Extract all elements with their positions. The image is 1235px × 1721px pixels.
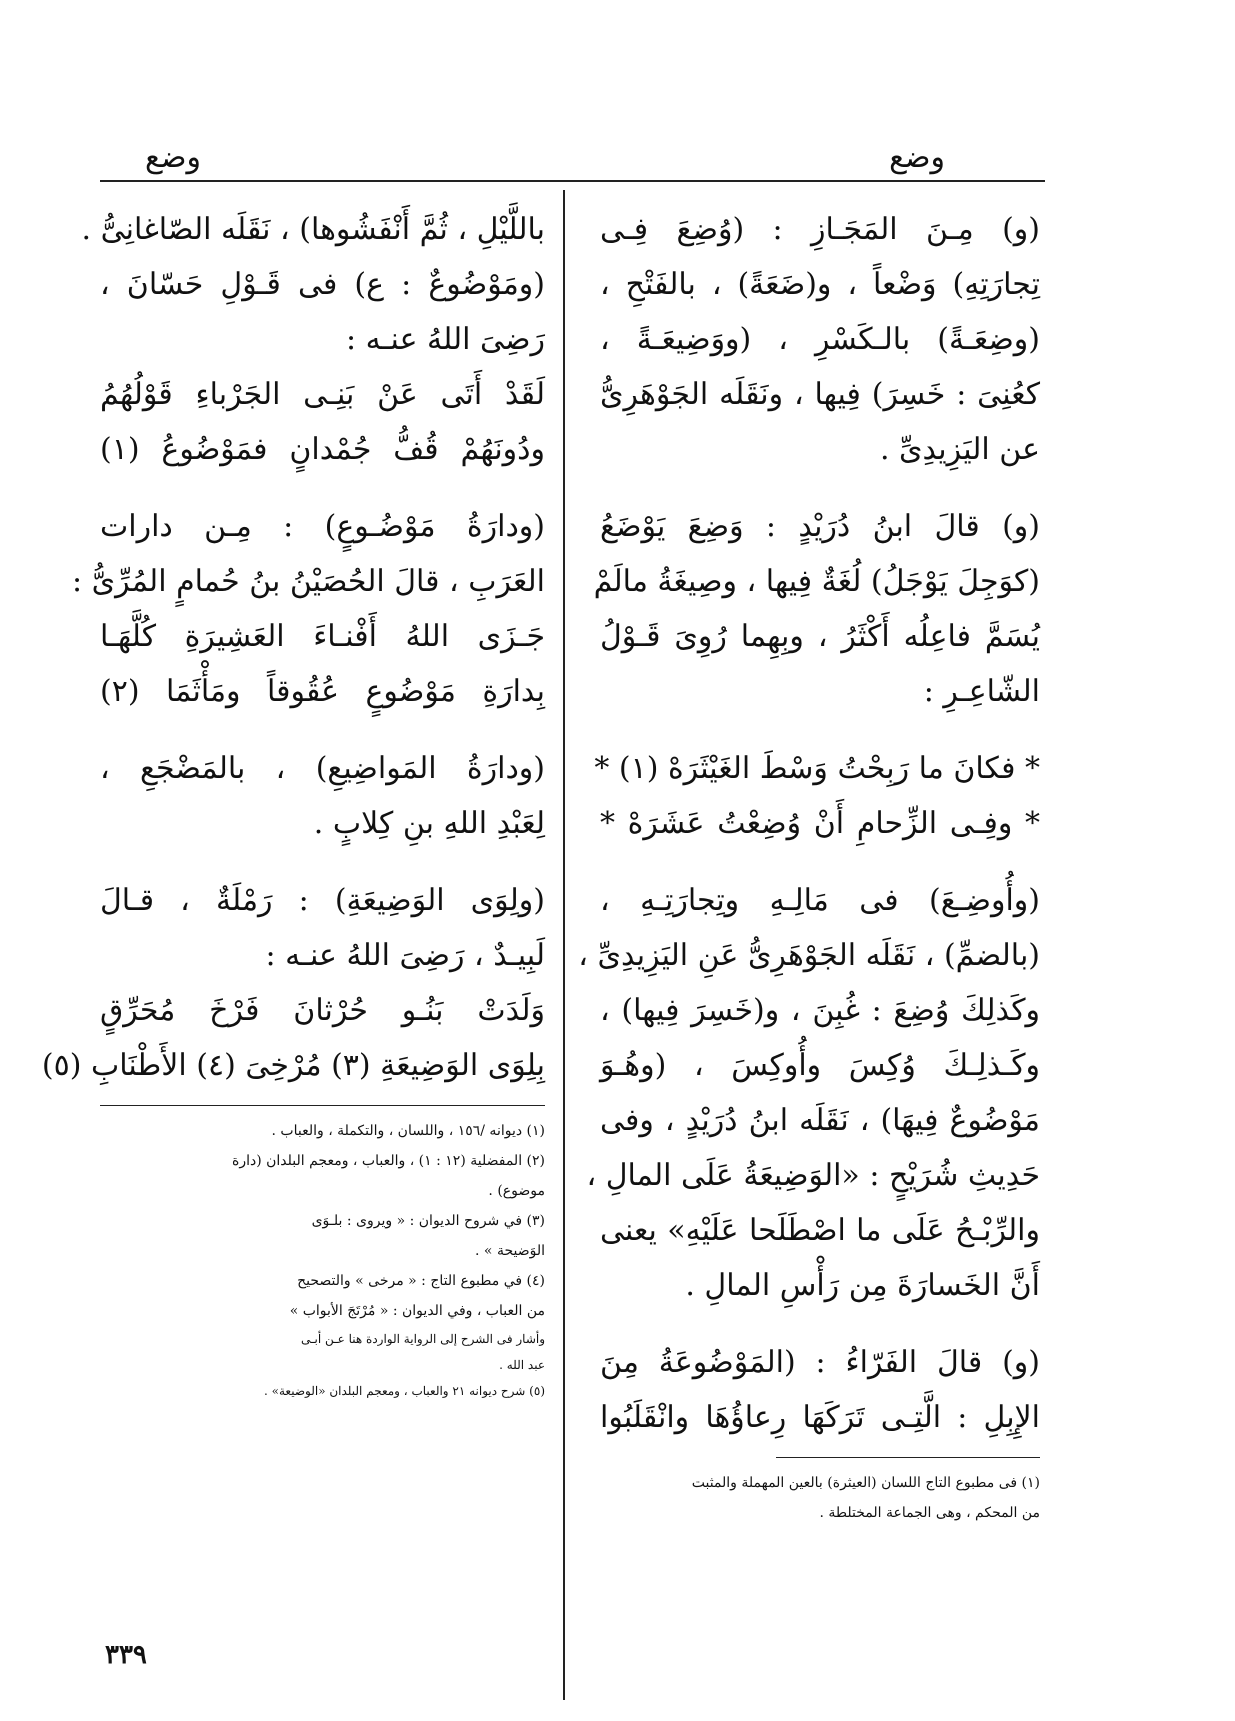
text-line: (ومَوْضُوعٌ : ع) فى قَـوْلِ حَسّانَ ،	[100, 267, 545, 302]
text-line: (وضِعَـةً) بالـكَسْرِ ، (ووَضِيعَـةً ،	[600, 322, 1040, 357]
footnote-line: من المحكم ، وهى الجماعة المختلطة .	[819, 1505, 1040, 1521]
text-line: أَنَّ الخَسارَةَ مِن رَأْسِ المالِ .	[685, 1268, 1040, 1303]
running-header-right: وضع	[889, 140, 945, 175]
footnote-rule	[100, 1105, 545, 1106]
footnote-line: الوَضيحة » .	[475, 1243, 545, 1259]
text-line: (ودارَةُ المَواضِيعِ) ، بالمَضْجَعِ ،	[100, 751, 545, 786]
verse-line: جَـزَى اللهُ أَفْنـاءَ العَشِيرَةِ كُلَّهَـا	[100, 619, 545, 654]
running-header-left: وضع	[145, 140, 201, 175]
text-line: (و) قالَ الفَرّاءُ : (المَوْضُوعَةُ مِنَ	[600, 1345, 1040, 1380]
text-line: باللَّيْلِ ، ثُمَّ أَنْفَشُوها) ، نَقَلَه الصّاغانِىُّ .	[81, 212, 545, 247]
text-line: مَوْضُوعٌ فِيهَا) ، نَقَلَه ابنُ دُرَيْدٍ ، وفى	[600, 1103, 1040, 1138]
text-line: (بالضمِّ) ، نَقَلَه الجَوْهَرِىُّ عَنِ اليَزِيدِىِّ ،	[578, 938, 1040, 973]
verse-line: ودُونَهُمْ قُفُّ جُمْدانٍ فمَوْضُوعُ (١)	[100, 432, 545, 467]
text-line: تِجارَتِهِ) وَضْعاً ، و(ضَعَةً) ، بالفَتْحِ ،	[600, 267, 1040, 302]
text-line: يُسَمَّ فاعِلُه أَكْثَرُ ، وبِهِما رُوِىَ قَـوْلُ	[600, 619, 1040, 654]
paragraph-gap	[100, 477, 545, 499]
paragraph-gap	[100, 719, 545, 741]
verse-line: وَلَدَتْ بَنُـو حُرْثانَ فَرْخَ مُحَرِّقٍ	[100, 993, 545, 1028]
verse-line: لَقَدْ أَتَى عَنْ بَنِـى الجَرْباءِ قَوْلُهُمُ	[100, 377, 545, 412]
text-line: الإِبِلِ : الَّتِـى تَرَكَهَا رِعاؤُهَا وانْقَلَبُوا	[600, 1400, 1040, 1435]
text-line: رَضِىَ اللهُ عنـه :	[346, 322, 545, 357]
footnote-line: من العباب ، وفي الديوان : « مُرْتَجَ الأبواب »	[289, 1303, 545, 1319]
text-line: (وأُوضِـعَ) فى مَالِـهِ وتِجارَتِـهِ ،	[600, 883, 1040, 918]
footnote-line: (٤) في مطبوع التاج : « مرخى » والتصحيح	[297, 1273, 545, 1289]
text-line: عن اليَزِيدِىِّ .	[879, 432, 1040, 467]
text-line: (ولِوَى الوَضِيعَةِ) : رَمْلَةٌ ، قـالَ	[100, 883, 545, 918]
column-divider	[563, 190, 565, 1700]
text-line: (و) قالَ ابنُ دُرَيْدٍ : وَضِعَ يَوْضَعُ	[600, 509, 1040, 544]
footnote-line: (١) فى مطبوع التاج اللسان (العيثرة) بالعين المهملة والمثبت	[691, 1475, 1040, 1491]
paragraph-gap	[100, 851, 545, 873]
verse-line: * وفِـى الزِّحامِ أَنْ وُضِعْتُ عَشَرَهْ *	[600, 806, 1040, 841]
text-line: وكَذلِكَ وُضِعَ : غُبِنَ ، و(خَسِرَ فِيها) ،	[600, 993, 1040, 1028]
left-column	[41, 202, 545, 1404]
verse-line: بِدارَةِ مَوْضُوعٍ عُقُوقاً ومَأْثَمَا (٢)	[100, 674, 545, 709]
paragraph-gap	[600, 851, 1040, 873]
footnote-line: وأشار فى الشرح إلى الرواية الواردة هنا عـن أبـى	[300, 1332, 545, 1346]
paragraph-gap	[600, 719, 1040, 741]
text-line: (ودارَةُ مَوْضُـوعٍ) : مِـن دارات	[100, 509, 545, 544]
text-line: الشّاعِـرِ :	[923, 674, 1040, 709]
footnote-line: (٥) شرح ديوانه ٢١ والعباب ، ومعجم البلدان «الوضيعة» .	[264, 1384, 545, 1398]
header-rule	[100, 180, 1045, 182]
paragraph-gap	[600, 1313, 1040, 1335]
footnote-line: (١) ديوانه /١٥٦ ، واللسان ، والتكملة ، والعباب .	[271, 1123, 545, 1139]
text-line: العَرَبِ ، قالَ الحُصَيْنُ بنُ حُمامٍ المُرِّىُّ :	[72, 564, 545, 599]
right-column	[578, 202, 1040, 1528]
text-line: والرِّبْـحُ عَلَى ما اصْطَلَحا عَلَيْهِ» يعنى	[600, 1213, 1040, 1248]
footnote-line: موضوع) .	[488, 1183, 545, 1199]
text-line: وكَـذلِـكَ وُكِسَ وأُوكِسَ ، (وهُـوَ	[600, 1048, 1040, 1083]
verse-line: * فكانَ ما رَبِحْتُ وَسْطَ الغَيْثَرَهْ (١) *	[594, 751, 1040, 786]
text-line: حَدِيثِ شُرَيْحٍ : «الوَضِيعَةُ عَلَى المالِ ،	[586, 1158, 1040, 1193]
page-number: ٣٣٩	[105, 1640, 147, 1670]
text-line: (كوَجِلَ يَوْجَلُ) لُغَةٌ فِيها ، وصِيغَةُ مالَمْ	[593, 564, 1040, 599]
footnote-line: عبد الله .	[499, 1358, 545, 1372]
text-line: لِعَبْدِ اللهِ بنِ كِلابٍ .	[313, 806, 545, 841]
paragraph-gap	[600, 477, 1040, 499]
verse-line: بِلِوَى الوَضِيعَةِ (٣) مُرْخِىَ (٤) الأَطْنَابِ (٥)	[41, 1048, 545, 1083]
text-line: كعُنِىَ : خَسِرَ) فِيها ، ونَقَلَه الجَوْهَرِىُّ	[600, 377, 1040, 412]
footnote-line: (٢) المفضلية (١٢ : ١) ، والعباب ، ومعجم البلدان (دارة	[232, 1153, 545, 1169]
text-line: (و) مِـنَ المَجَـازِ : (وُضِعَ فِـى	[600, 212, 1040, 247]
footnote-line: (٣) في شروح الديوان : « ويروى : بلـوَى	[311, 1213, 545, 1229]
text-line: لَبِيـدٌ ، رَضِىَ اللهُ عنـه :	[265, 938, 545, 973]
footnote-rule	[776, 1457, 1040, 1458]
